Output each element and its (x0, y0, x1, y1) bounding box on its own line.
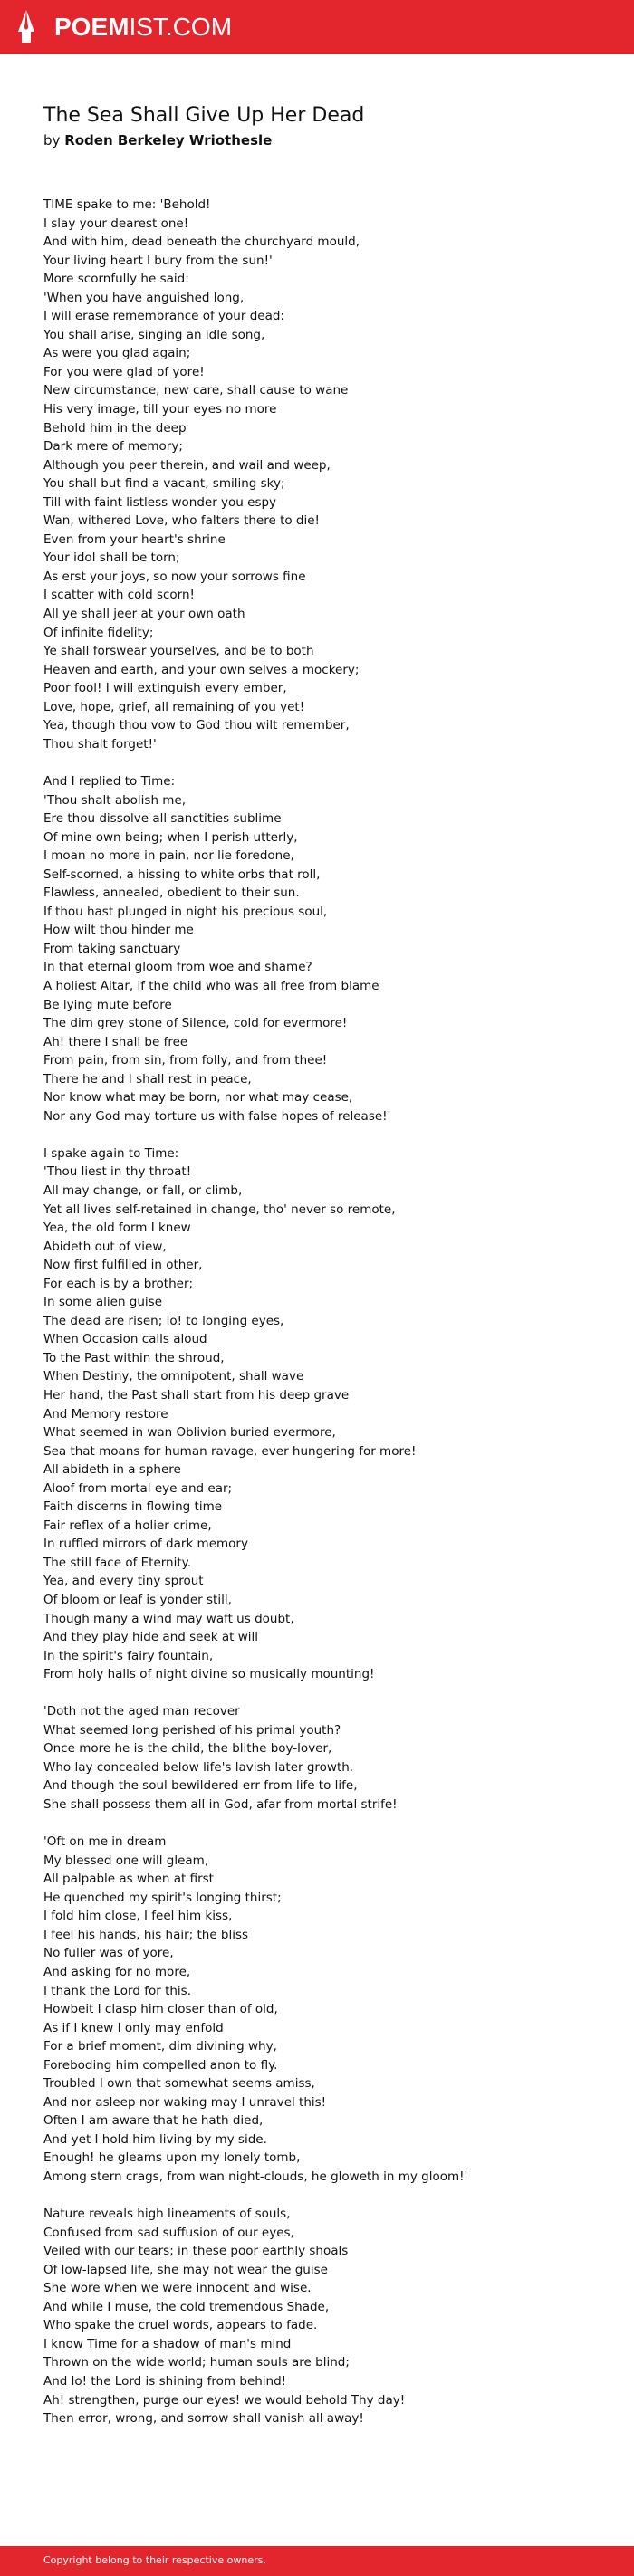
poem-line: From pain, from sin, from folly, and from thee! (43, 1053, 328, 1068)
poem-line: My blessed one will gleam, (43, 1853, 209, 1868)
poem-line: And they play hide and seek at will (43, 1630, 259, 1645)
poem-line: All abideth in a sphere (43, 1462, 181, 1478)
poem-line: And yet I hold him living by my side. (43, 2131, 267, 2147)
poem-line: In ruffled mirrors of dark memory (43, 1537, 248, 1552)
copyright-notice: Copyright belong to their respective owners. (43, 2554, 266, 2566)
poem-line: I thank the Lord for this. (43, 1983, 192, 1998)
poem-line: Among stern crags, from wan night-clouds, he gloweth in my gloom!' (43, 2169, 468, 2184)
poem-line: Nor any God may torture us with false hopes of release!' (43, 1108, 391, 1124)
poem-line: She wore when we were innocent and wise. (43, 2281, 312, 2296)
poem-line: Sea that moans for human ravage, ever hungering for more! (43, 1443, 417, 1459)
poem-line: Of bloom or leaf is yonder still, (43, 1593, 232, 1608)
poem-line: Now first fulfilled in other, (43, 1258, 203, 1273)
poem-line: Then error, wrong, and sorrow shall vanish all away! (43, 2411, 364, 2427)
poem-line: Her hand, the Past shall start from his deep grave (43, 1388, 350, 1403)
poem-line: 'Doth not the aged man recover (43, 1704, 240, 1719)
poem-line: Nature reveals high lineaments of souls, (43, 2207, 291, 2222)
poem-line: Thou shalt forget!' (43, 736, 157, 752)
poem-line: Flawless, annealed, obedient to their sun. (43, 886, 300, 901)
poem-line: Self-scorned, a hissing to white orbs that roll, (43, 867, 321, 882)
poem-line: Though many a wind may waft us doubt, (43, 1611, 294, 1626)
poem-line: Ye shall forswear yourselves, and be to both (43, 644, 314, 659)
poem-line: Although you peer therein, and wail and weep, (43, 457, 331, 473)
poem-line: Poor fool! I will extinguish every ember, (43, 681, 287, 696)
poem-line: I will erase remembrance of your dead: (43, 309, 284, 324)
poem-line: 'When you have anguished long, (43, 290, 245, 305)
poem-line: In some alien guise (43, 1295, 163, 1310)
poem-line: Howbeit I clasp him closer than of old, (43, 2002, 278, 2017)
poem-line: If thou hast plunged in night his precious soul, (43, 904, 328, 919)
poem-line: A holiest Altar, if the child who was all free from blame (43, 978, 379, 993)
poem-line: And nor asleep nor waking may I unravel this! (43, 2094, 327, 2110)
poem-line: 'Thou liest in thy throat! (43, 1164, 192, 1180)
poem-line: Foreboding him compelled anon to fly. (43, 2057, 278, 2073)
poem-line: Dark mere of memory; (43, 439, 183, 455)
poem-line: Your living heart I bury from the sun!' (43, 253, 273, 268)
poem-line: Thrown on the wide world; human souls are blind; (43, 2355, 350, 2370)
poem-line: Yea, the old form I knew (43, 1221, 191, 1236)
stanza (43, 196, 605, 753)
stanza (43, 2205, 605, 2428)
poem-line: Confused from sad suffusion of our eyes, (43, 2225, 294, 2240)
poem-line: Nor know what may be born, nor what may cease, (43, 1090, 353, 1106)
poem-line: Ere thou dissolve all sanctities sublime (43, 811, 282, 827)
poem-line: 'Oft on me in dream (43, 1834, 167, 1850)
poem-line: Be lying mute before (43, 997, 172, 1012)
site-logo[interactable] (54, 12, 232, 43)
site-header (0, 0, 634, 54)
poem-line: Of mine own being; when I perish utterly, (43, 829, 298, 845)
poem-line: And Memory restore (43, 1406, 168, 1422)
poem-line: Yea, though thou vow to God thou wilt remember, (43, 718, 350, 733)
poem-line: Yet all lives self-retained in change, tho' never so remote, (43, 1202, 396, 1217)
poem-line: As if I knew I only may enfold (43, 2020, 224, 2035)
poem-body (43, 196, 605, 2447)
stanza (43, 1144, 605, 1684)
poem-line: More scornfully he said: (43, 272, 189, 287)
poem-line: And while I muse, the cold tremendous Shade, (43, 2299, 330, 2314)
poem-line: The dim grey stone of Silence, cold for evermore! (43, 1016, 348, 1031)
poem-line: I fold him close, I feel him kiss, (43, 1909, 233, 1924)
poem-line: Faith discerns in flowing time (43, 1499, 223, 1515)
poem-line: The still face of Eternity. (43, 1555, 192, 1570)
stanza (43, 1833, 605, 2186)
poem-line: TIME spake to me: 'Behold! (43, 197, 211, 212)
poem-line: All ye shall jeer at your own oath (43, 607, 245, 622)
poem-line: Veiled with our tears; in these poor earthly shoals (43, 2244, 349, 2259)
poem-line: And I replied to Time: (43, 773, 176, 789)
poem-line: I know Time for a shadow of man's mind (43, 2336, 292, 2351)
poem-line: New circumstance, new care, shall cause to wane (43, 383, 349, 398)
poem-line: Ah! strengthen, purge our eyes! we would behold Thy day! (43, 2392, 406, 2408)
poem-line: Fair reflex of a holier crime, (43, 1518, 212, 1533)
poem-line: What seemed long perished of his primal youth? (43, 1722, 341, 1738)
poem-line: Troubled I own that somewhat seems amiss, (43, 2076, 315, 2092)
stanza (43, 1702, 605, 1814)
logo-light-text: IST.COM (129, 13, 233, 41)
poem-line: Often I am aware that he hath died, (43, 2113, 264, 2129)
poem-line: No fuller was of yore, (43, 1946, 174, 1961)
poem-line: Enough! he gleams upon my lonely tomb, (43, 2150, 301, 2166)
poem-line: Even from your heart's shrine (43, 531, 226, 547)
poem-line: I moan no more in pain, nor lie foredone, (43, 848, 294, 864)
poem-line: From holy halls of night divine so musically mounting! (43, 1667, 375, 1682)
poem-line: To the Past within the shroud, (43, 1350, 225, 1365)
poem-line: Ah! there I shall be free (43, 1034, 188, 1049)
poem-title: The Sea Shall Give Up Her Dead (43, 104, 365, 127)
author-link[interactable]: Roden Berkeley Wriothesle (64, 132, 273, 148)
poem-line: For a brief moment, dim divining why, (43, 2039, 277, 2054)
site-footer (0, 2546, 634, 2576)
poem-line: And asking for no more, (43, 1964, 191, 1979)
poem-line: You shall but find a vacant, smiling sky; (43, 476, 285, 492)
poem-line: And though the soul bewildered err from life to life, (43, 1778, 358, 1794)
poem-line: Who spake the cruel words, appears to fade. (43, 2318, 318, 2333)
poem-line: He quenched my spirit's longing thirst; (43, 1890, 282, 1905)
poem-line: The dead are risen; lo! to longing eyes, (43, 1313, 284, 1328)
poem-line: In the spirit's fairy fountain, (43, 1648, 214, 1663)
poem-line: Love, hope, grief, all remaining of you yet! (43, 699, 305, 714)
poem-line: Yea, and every tiny sprout (43, 1574, 204, 1589)
poem-line: 'Thou shalt abolish me, (43, 792, 187, 808)
poem-line: Aloof from mortal eye and ear; (43, 1480, 233, 1496)
poem-line: Abideth out of view, (43, 1239, 167, 1254)
poem-line: Your idol shall be torn; (43, 551, 180, 566)
poem-line: I slay your dearest one! (43, 215, 189, 231)
poem-line: Once more he is the child, the blithe boy-lover, (43, 1741, 332, 1757)
poem-line: For each is by a brother; (43, 1276, 194, 1291)
poem-line: I spake again to Time: (43, 1145, 179, 1161)
poem-line: All may change, or fall, or climb, (43, 1183, 243, 1198)
poem-line: And lo! the Lord is shining from behind! (43, 2373, 287, 2389)
poem-line: Till with faint listless wonder you espy (43, 494, 277, 510)
poem-line: I scatter with cold scorn! (43, 588, 195, 603)
poem-line: And with him, dead beneath the churchyard mould, (43, 235, 360, 250)
poem-line: How wilt thou hinder me (43, 923, 194, 938)
poem-line: Who lay concealed below life's lavish later growth. (43, 1759, 354, 1775)
poem-line: For you were glad of yore! (43, 364, 205, 379)
poem-line: She shall possess them all in God, afar from mortal strife! (43, 1797, 398, 1813)
poem-line: As were you glad again; (43, 346, 191, 361)
poem-line: Behold him in the deep (43, 420, 187, 436)
poem-line: When Occasion calls aloud (43, 1332, 207, 1347)
by-label: by (43, 132, 61, 148)
byline (43, 131, 272, 149)
poem-line: In that eternal gloom from woe and shame? (43, 960, 312, 975)
poem-line: Heaven and earth, and your own selves a mockery; (43, 662, 360, 677)
poem-line: What seemed in wan Oblivion buried evermore, (43, 1425, 336, 1441)
poem-line: Of infinite fidelity; (43, 625, 154, 640)
pen-nib-icon[interactable] (16, 8, 36, 44)
poem-line: His very image, till your eyes no more (43, 402, 277, 417)
poem-line: There he and I shall rest in peace, (43, 1071, 252, 1087)
poem-line: From taking sanctuary (43, 941, 181, 956)
poem-line: When Destiny, the omnipotent, shall wave (43, 1369, 304, 1384)
poem-line: As erst your joys, so now your sorrows fine (43, 569, 306, 584)
poem-line: Wan, withered Love, who falters there to die! (43, 513, 320, 529)
stanza (43, 772, 605, 1125)
poem-line: You shall arise, singing an idle song, (43, 327, 265, 342)
poem-line: Of low-lapsed life, she may not wear the guise (43, 2262, 328, 2277)
poem-line: I feel his hands, his hair; the bliss (43, 1927, 249, 1942)
poem-line: All palpable as when at first (43, 1872, 214, 1887)
logo-bold-text: POEM (54, 13, 130, 41)
